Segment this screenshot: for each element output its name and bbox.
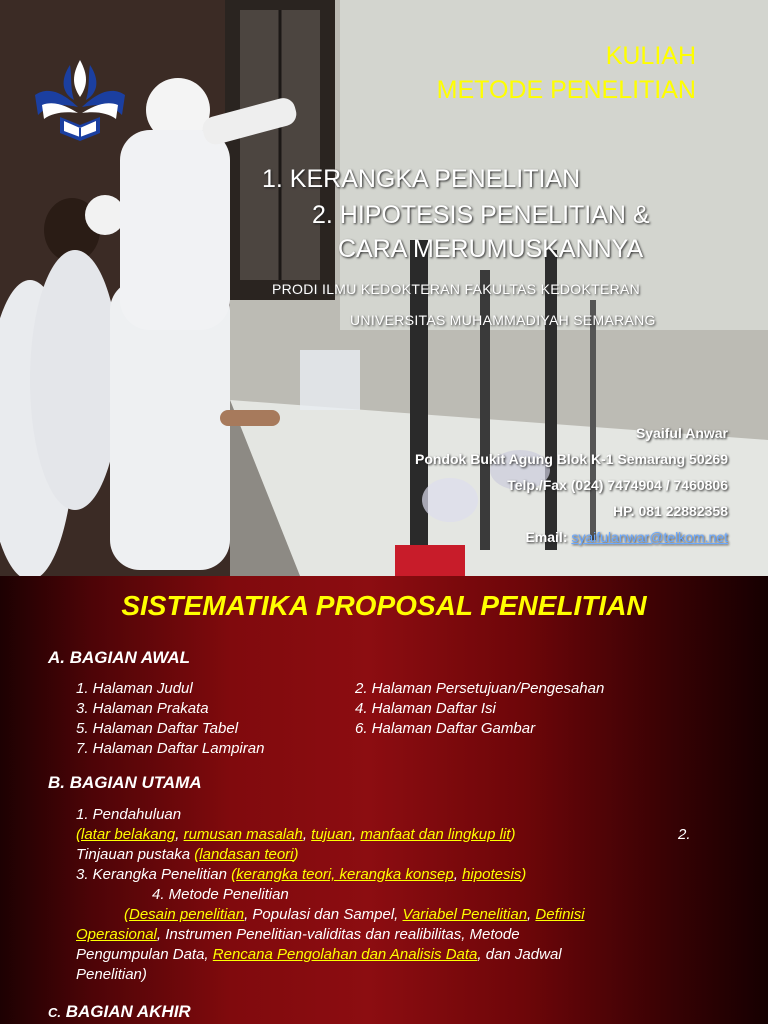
author-phone: Telp./Fax (024) 7474904 / 7460806 — [507, 477, 728, 493]
list-item: 3. Halaman Prakata — [76, 700, 209, 717]
link-rumusan-masalah[interactable]: rumusan masalah — [183, 826, 303, 843]
link-hipotesis[interactable]: hipotesis — [462, 866, 522, 883]
link-desain-penelitian[interactable]: Desain penelitian — [129, 906, 245, 923]
list-item: (latar belakang, rumusan masalah, tujuan, manfaat dan lingkup lit) — [76, 826, 516, 843]
list-item: Tinjauan pustaka (landasan teori) — [76, 846, 299, 863]
section-a-heading: A. BAGIAN AWAL — [48, 648, 190, 667]
item-text: , Populasi dan Sampel, — [244, 906, 403, 923]
author-name: Syaiful Anwar — [635, 425, 728, 441]
link-tujuan[interactable]: tujuan — [311, 826, 353, 843]
section-c-heading — [48, 1002, 191, 1022]
list-item: 4. Metode Penelitian — [152, 886, 289, 903]
link-manfaat[interactable]: manfaat dan lingkup lit — [360, 826, 511, 843]
list-item: 3. Kerangka Penelitian (kerangka teori, kerangka konsep, hipotesis) — [76, 866, 527, 883]
link-latar-belakang[interactable]: latar belakang — [81, 826, 176, 843]
link-definisi[interactable]: Definisi — [535, 906, 585, 923]
topic-1: 1. KERANGKA PENELITIAN — [262, 165, 581, 193]
item-text: Pengumpulan Data, — [76, 946, 213, 963]
university-name: UNIVERSITAS MUHAMMADIYAH SEMARANG — [350, 312, 656, 328]
slide-title: SISTEMATIKA PROPOSAL PENELITIAN — [121, 590, 647, 621]
list-number: 2. — [678, 826, 691, 843]
program-name: PRODI ILMU KEDOKTERAN FAKULTAS KEDOKTERAN — [272, 281, 641, 297]
list-item: 6. Halaman Daftar Gambar — [355, 720, 536, 737]
item-text: , dan Jadwal — [477, 946, 562, 963]
item-text: , Instrumen Penelitian-validitas dan realibilitas, Metode — [156, 926, 520, 943]
link-operasional[interactable]: Operasional — [76, 926, 157, 943]
author-mobile: HP. 081 22882358 — [613, 503, 728, 519]
list-item — [76, 946, 562, 963]
topic-2: 2. HIPOTESIS PENELITIAN & — [312, 201, 650, 229]
section-b-heading: B. BAGIAN UTAMA — [48, 773, 202, 792]
author-email — [525, 529, 728, 545]
link-landasan-teori[interactable]: landasan teori — [199, 846, 294, 863]
section-c-letter: C. — [48, 1005, 61, 1020]
list-item: 5. Halaman Daftar Tabel — [76, 720, 239, 737]
email-link[interactable]: syaifulanwar@telkom.net — [571, 529, 728, 545]
list-item: (Desain penelitian, Populasi dan Sampel, Variabel Penelitian, Definisi — [124, 906, 585, 923]
list-item: Penelitian) — [76, 966, 147, 983]
course-title: METODE PENELITIAN — [436, 76, 696, 104]
link-rencana-pengolahan[interactable]: Rencana Pengolahan dan Analisis Data — [212, 946, 478, 963]
list-item — [76, 926, 520, 943]
section-c-label: BAGIAN AKHIR — [65, 1002, 191, 1021]
topic-2-continued: CARA MERUMUSKANNYA — [338, 235, 644, 263]
list-item: 1. Halaman Judul — [76, 680, 193, 697]
item-text: Tinjauan pustaka — [76, 846, 195, 863]
course-label: KULIAH — [605, 42, 696, 70]
university-emblem-icon — [30, 55, 130, 145]
email-label: Email: — [525, 529, 572, 545]
link-kerangka-teori[interactable]: kerangka teori, kerangka konsep — [236, 866, 454, 883]
outline-slide — [0, 576, 768, 1024]
author-address: Pondok Bukit Agung Blok K-1 Semarang 50269 — [415, 451, 728, 467]
list-item: 1. Pendahuluan — [76, 806, 182, 823]
list-item: 4. Halaman Daftar Isi — [355, 700, 496, 717]
item-text: 3. Kerangka Penelitian — [76, 866, 232, 883]
list-item: 7. Halaman Daftar Lampiran — [76, 740, 265, 757]
link-variabel-penelitian[interactable]: Variabel Penelitian — [402, 906, 528, 923]
list-item: 2. Halaman Persetujuan/Pengesahan — [355, 680, 605, 697]
